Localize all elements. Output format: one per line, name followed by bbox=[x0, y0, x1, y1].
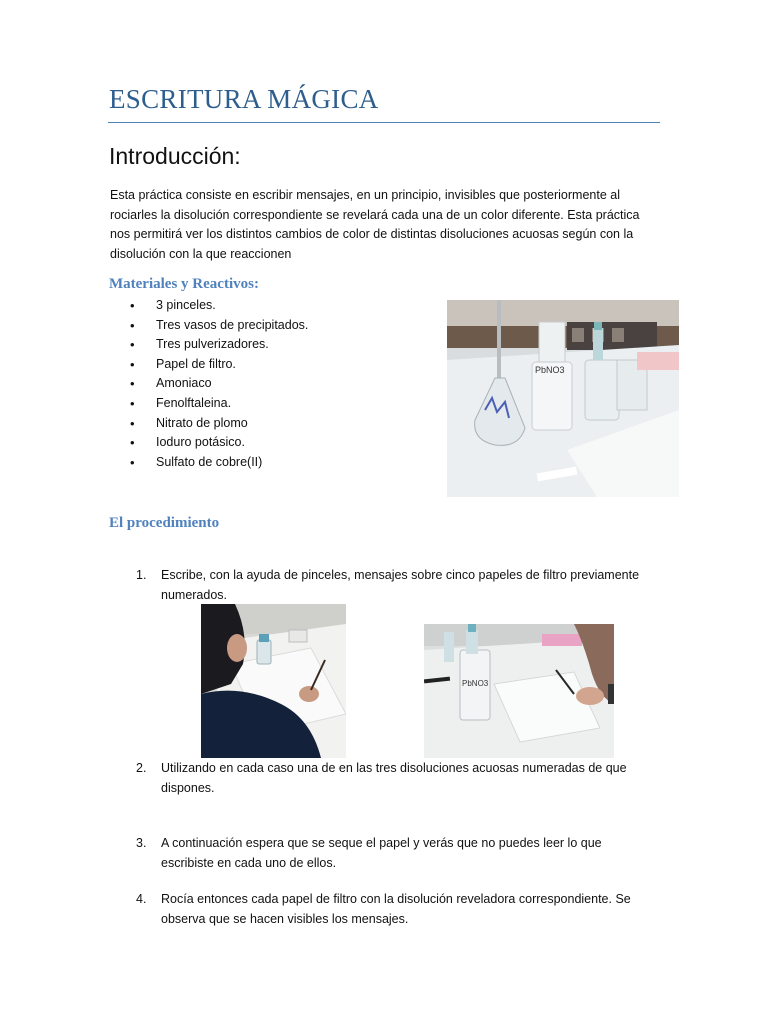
material-label: Papel de filtro. bbox=[156, 356, 236, 371]
list-item bbox=[130, 374, 308, 394]
material-label: 3 pinceles. bbox=[156, 298, 216, 312]
material-label: Tres vasos de precipitados. bbox=[156, 317, 309, 332]
bullet-icon: • bbox=[130, 415, 135, 431]
material-label: Amoniaco bbox=[156, 376, 212, 391]
list-item bbox=[130, 394, 308, 414]
bullet-icon: • bbox=[130, 317, 135, 333]
step-text: Rocía entonces cada papel de filtro con la disolución reveladora correspondiente. Se observa que se hacen visibles los mensajes. bbox=[161, 892, 631, 926]
writing-with-reagent-photo-image bbox=[424, 624, 614, 758]
bottle-label: PbNO3 bbox=[535, 365, 565, 375]
bullet-icon: • bbox=[130, 356, 135, 372]
bullet-icon: • bbox=[130, 454, 135, 470]
bullet-icon: • bbox=[130, 395, 135, 411]
procedure-heading: El procedimiento bbox=[109, 515, 220, 531]
bottle-label: PbNO3 bbox=[462, 679, 489, 688]
list-item bbox=[130, 316, 308, 336]
document-title: ESCRITURA MÁGICA bbox=[109, 84, 379, 114]
bullet-icon: • bbox=[130, 376, 135, 392]
step-text: A continuación espera que se seque el papel y verás que no puedes leer lo que escribiste en cada uno de ellos. bbox=[161, 836, 602, 870]
materials-heading: Materiales y Reactivos: bbox=[109, 276, 259, 292]
material-label: Ioduro potásico. bbox=[156, 435, 245, 450]
step-number: 2. bbox=[136, 761, 147, 775]
list-item bbox=[130, 414, 308, 434]
list-item bbox=[130, 355, 308, 375]
writing-with-reagent-photo bbox=[424, 624, 614, 758]
step-number: 3. bbox=[136, 836, 147, 850]
list-item bbox=[130, 433, 308, 453]
material-label: Tres pulverizadores. bbox=[156, 337, 269, 352]
step-number: 4. bbox=[136, 892, 147, 906]
list-item bbox=[130, 296, 308, 316]
lab-materials-photo-image bbox=[447, 300, 679, 497]
bullet-icon: • bbox=[130, 298, 135, 313]
student-writing-photo-image bbox=[201, 604, 346, 758]
intro-heading: Introducción: bbox=[109, 143, 241, 169]
material-label: Sulfato de cobre(II) bbox=[156, 454, 263, 469]
material-label: Fenolftaleina. bbox=[156, 395, 232, 410]
title-underline bbox=[108, 122, 660, 123]
bullet-icon: • bbox=[130, 337, 135, 353]
step-number: 1. bbox=[136, 568, 147, 582]
intro-paragraph: Esta práctica consiste en escribir mensajes, en un principio, invisibles que posteriormente al rociarles la disolución correspondiente se revelará cada una de un color diferente. Esta práctica nos permitirá ver los distintos cambios de color de distintas disoluciones acuosas según con la disolución con la que reaccionen bbox=[110, 188, 640, 261]
student-writing-photo bbox=[201, 604, 346, 758]
material-label: Nitrato de plomo bbox=[156, 415, 248, 430]
lab-materials-photo bbox=[447, 300, 679, 497]
list-item bbox=[130, 335, 308, 355]
list-item bbox=[130, 453, 308, 473]
bullet-icon: • bbox=[130, 435, 135, 451]
step-text: Utilizando en cada caso una de en las tres disoluciones acuosas numeradas de que dispones. bbox=[161, 761, 627, 795]
materials-list bbox=[130, 296, 308, 472]
step-text: Escribe, con la ayuda de pinceles, mensajes sobre cinco papeles de filtro previamente numerados. bbox=[161, 568, 640, 602]
